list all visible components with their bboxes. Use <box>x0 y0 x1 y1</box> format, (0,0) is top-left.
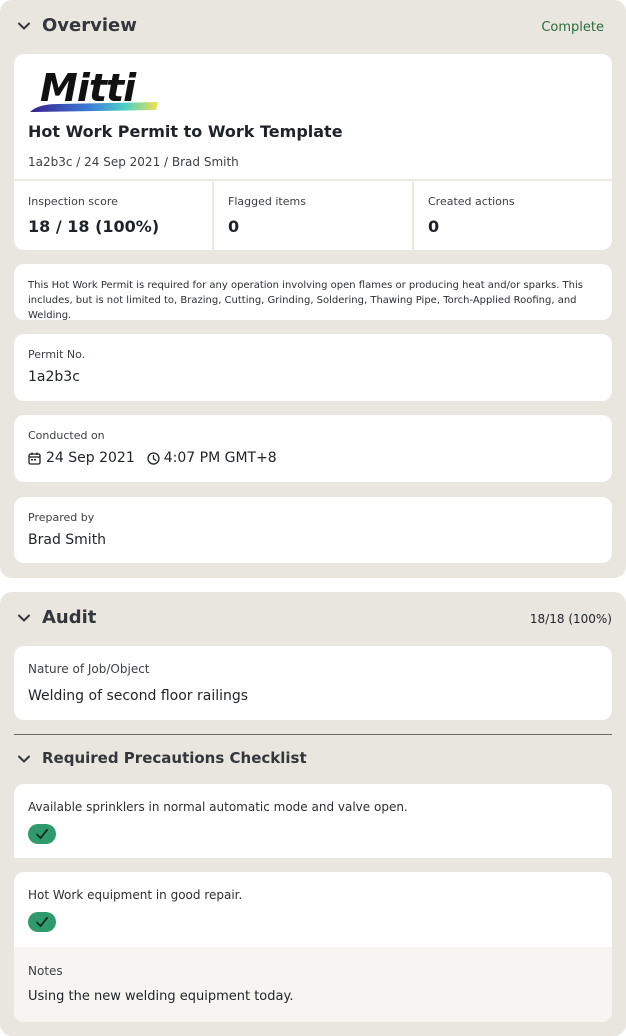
nature-of-job-card <box>14 646 612 720</box>
permit-number-card <box>14 334 612 401</box>
metric-value: 0 <box>228 217 240 236</box>
section-header-required-precautions[interactable] <box>0 742 626 774</box>
description-card <box>14 264 612 320</box>
metric-flagged-items[interactable] <box>212 181 412 252</box>
logo-text: Mitti <box>40 66 136 110</box>
prepared-by-card <box>14 497 612 563</box>
nature-label: Nature of Job/Object <box>28 662 150 676</box>
check-icon <box>28 912 56 932</box>
metric-value: 18 / 18 (100%) <box>28 217 160 236</box>
metrics-row <box>14 179 612 250</box>
answer-check-badge <box>28 912 56 932</box>
prepared-label: Prepared by <box>28 511 95 524</box>
metric-value: 0 <box>428 217 440 236</box>
clock-icon <box>147 452 160 465</box>
audit-score: 18/18 (100%) <box>529 612 612 626</box>
permit-label: Permit No. <box>28 348 86 361</box>
section-title: Required Precautions Checklist <box>42 749 307 767</box>
notes-section <box>14 947 612 1022</box>
question-text: Available sprinklers in normal automatic mode and valve open. <box>28 800 408 814</box>
question-card <box>14 872 612 1022</box>
conducted-date: 24 Sep 2021 <box>46 450 135 466</box>
audit-header[interactable] <box>0 592 626 644</box>
calendar-icon <box>28 452 41 465</box>
mitti-logo <box>28 66 160 114</box>
template-title: Hot Work Permit to Work Template <box>28 122 343 141</box>
chevron-down-icon[interactable] <box>16 751 32 767</box>
answer-check-badge <box>28 824 56 844</box>
question-card <box>14 784 612 858</box>
overview-title: Overview <box>42 15 137 36</box>
conducted-value <box>28 450 277 466</box>
overview-header[interactable] <box>0 0 626 52</box>
check-icon <box>28 824 56 844</box>
metric-inspection-score <box>14 181 212 252</box>
prepared-value: Brad Smith <box>28 532 107 548</box>
metric-label: Inspection score <box>28 195 118 208</box>
audit-title: Audit <box>42 607 97 628</box>
metric-label: Flagged items <box>228 195 306 208</box>
report-header-card <box>14 54 612 250</box>
notes-label: Notes <box>28 964 63 978</box>
conducted-on-card <box>14 415 612 482</box>
nature-value: Welding of second floor railings <box>28 688 249 704</box>
question-text: Hot Work equipment in good repair. <box>28 888 243 902</box>
notes-value: Using the new welding equipment today. <box>28 989 294 1004</box>
metric-created-actions[interactable] <box>412 181 612 252</box>
permit-value: 1a2b3c <box>28 369 80 385</box>
conducted-label: Conducted on <box>28 429 105 442</box>
template-description: This Hot Work Permit is required for any operation involving open flames or producing heat and/or sparks. This includes, but is not limited to, Brazing, Cutting, Grinding, Soldering, Thawing Pipe, Torch-Applied Roofing, and Welding. <box>28 280 583 321</box>
report-meta: 1a2b3c / 24 Sep 2021 / Brad Smith <box>28 155 239 169</box>
section-divider <box>14 734 612 735</box>
conducted-time: 4:07 PM GMT+8 <box>163 450 277 466</box>
status-complete: Complete <box>541 20 604 35</box>
audit-panel <box>0 592 626 1036</box>
metric-label: Created actions <box>428 195 515 208</box>
chevron-down-icon[interactable] <box>16 610 32 626</box>
chevron-down-icon[interactable] <box>16 18 32 34</box>
